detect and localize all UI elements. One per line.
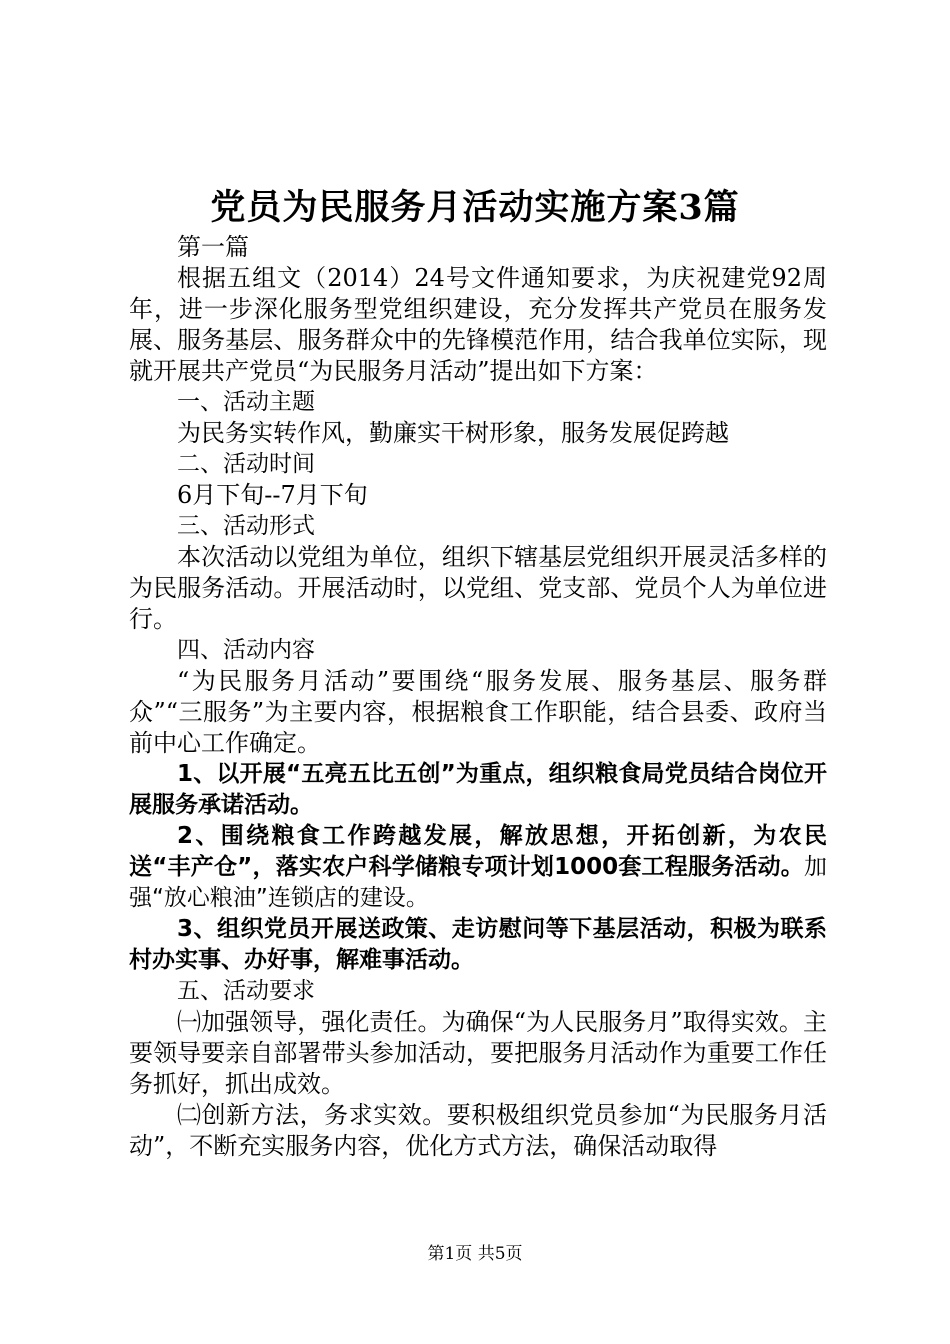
requirement-2-paragraph: ㈡创新方法，务求实效。要积极组织党员参加“为民服务月活动”，不断充实服务内容，优化方式方法，确保活动取得 [129, 1101, 827, 1160]
item-3-paragraph: 3、组织党员开展送政策、走访慰问等下基层活动，积极为联系村办实事、办好事，解难事活动。 [129, 916, 827, 973]
document-body [129, 232, 827, 1162]
theme-paragraph: 为民务实转作风，勤廉实干树形象，服务发展促跨越 [177, 419, 729, 447]
content-paragraph: “为民服务月活动”要围绕“服务发展、服务基层、服务群众”“三服务”为主要内容，根据粮食工作职能，结合县委、政府当前中心工作确定。 [129, 667, 827, 757]
intro-paragraph: 根据五组文（2014）24号文件通知要求，为庆祝建党92周年，进一步深化服务型党组织建设，充分发挥共产党员在服务发展、服务基层、服务群众中的先锋模范作用，结合我单位实际，现就开展共产党员“为民服务月活动”提出如下方案： [129, 264, 827, 385]
section-label: 第一篇 [177, 233, 249, 261]
heading-requirements: 五、活动要求 [177, 978, 315, 1004]
item-2-tail: 加强“放心粮油”连锁店的建设。 [129, 854, 827, 911]
time-paragraph: 6月下旬--7月下旬 [177, 481, 368, 509]
heading-content: 四、活动内容 [177, 637, 315, 663]
heading-time: 二、活动时间 [177, 451, 315, 477]
heading-theme: 一、活动主题 [177, 389, 315, 415]
heading-form: 三、活动形式 [177, 513, 315, 539]
document-title: 党员为民服务月活动实施方案3篇 [210, 187, 740, 228]
requirement-1-paragraph: ㈠加强领导，强化责任。为确保“为人民服务月”取得实效。主要领导要亲自部署带头参加活动，要把服务月活动作为重要工作任务抓好，抓出成效。 [129, 1008, 827, 1098]
form-paragraph: 本次活动以党组为单位，组织下辖基层党组织开展灵活多样的为民服务活动。开展活动时，以党组、党支部、党员个人为单位进行。 [129, 543, 827, 633]
item-1-paragraph: 1、以开展“五亮五比五创”为重点，组织粮食局党员结合岗位开展服务承诺活动。 [129, 761, 827, 818]
item-2-paragraph [129, 821, 827, 914]
item-2-text: 2、围绕粮食工作跨越发展，解放思想，开拓创新，为农民送“丰产仓”，落实农户科学储粮专项计划1000套工程服务活动。 [129, 823, 827, 880]
page-footer: 第1页 共5页 [427, 1244, 523, 1264]
